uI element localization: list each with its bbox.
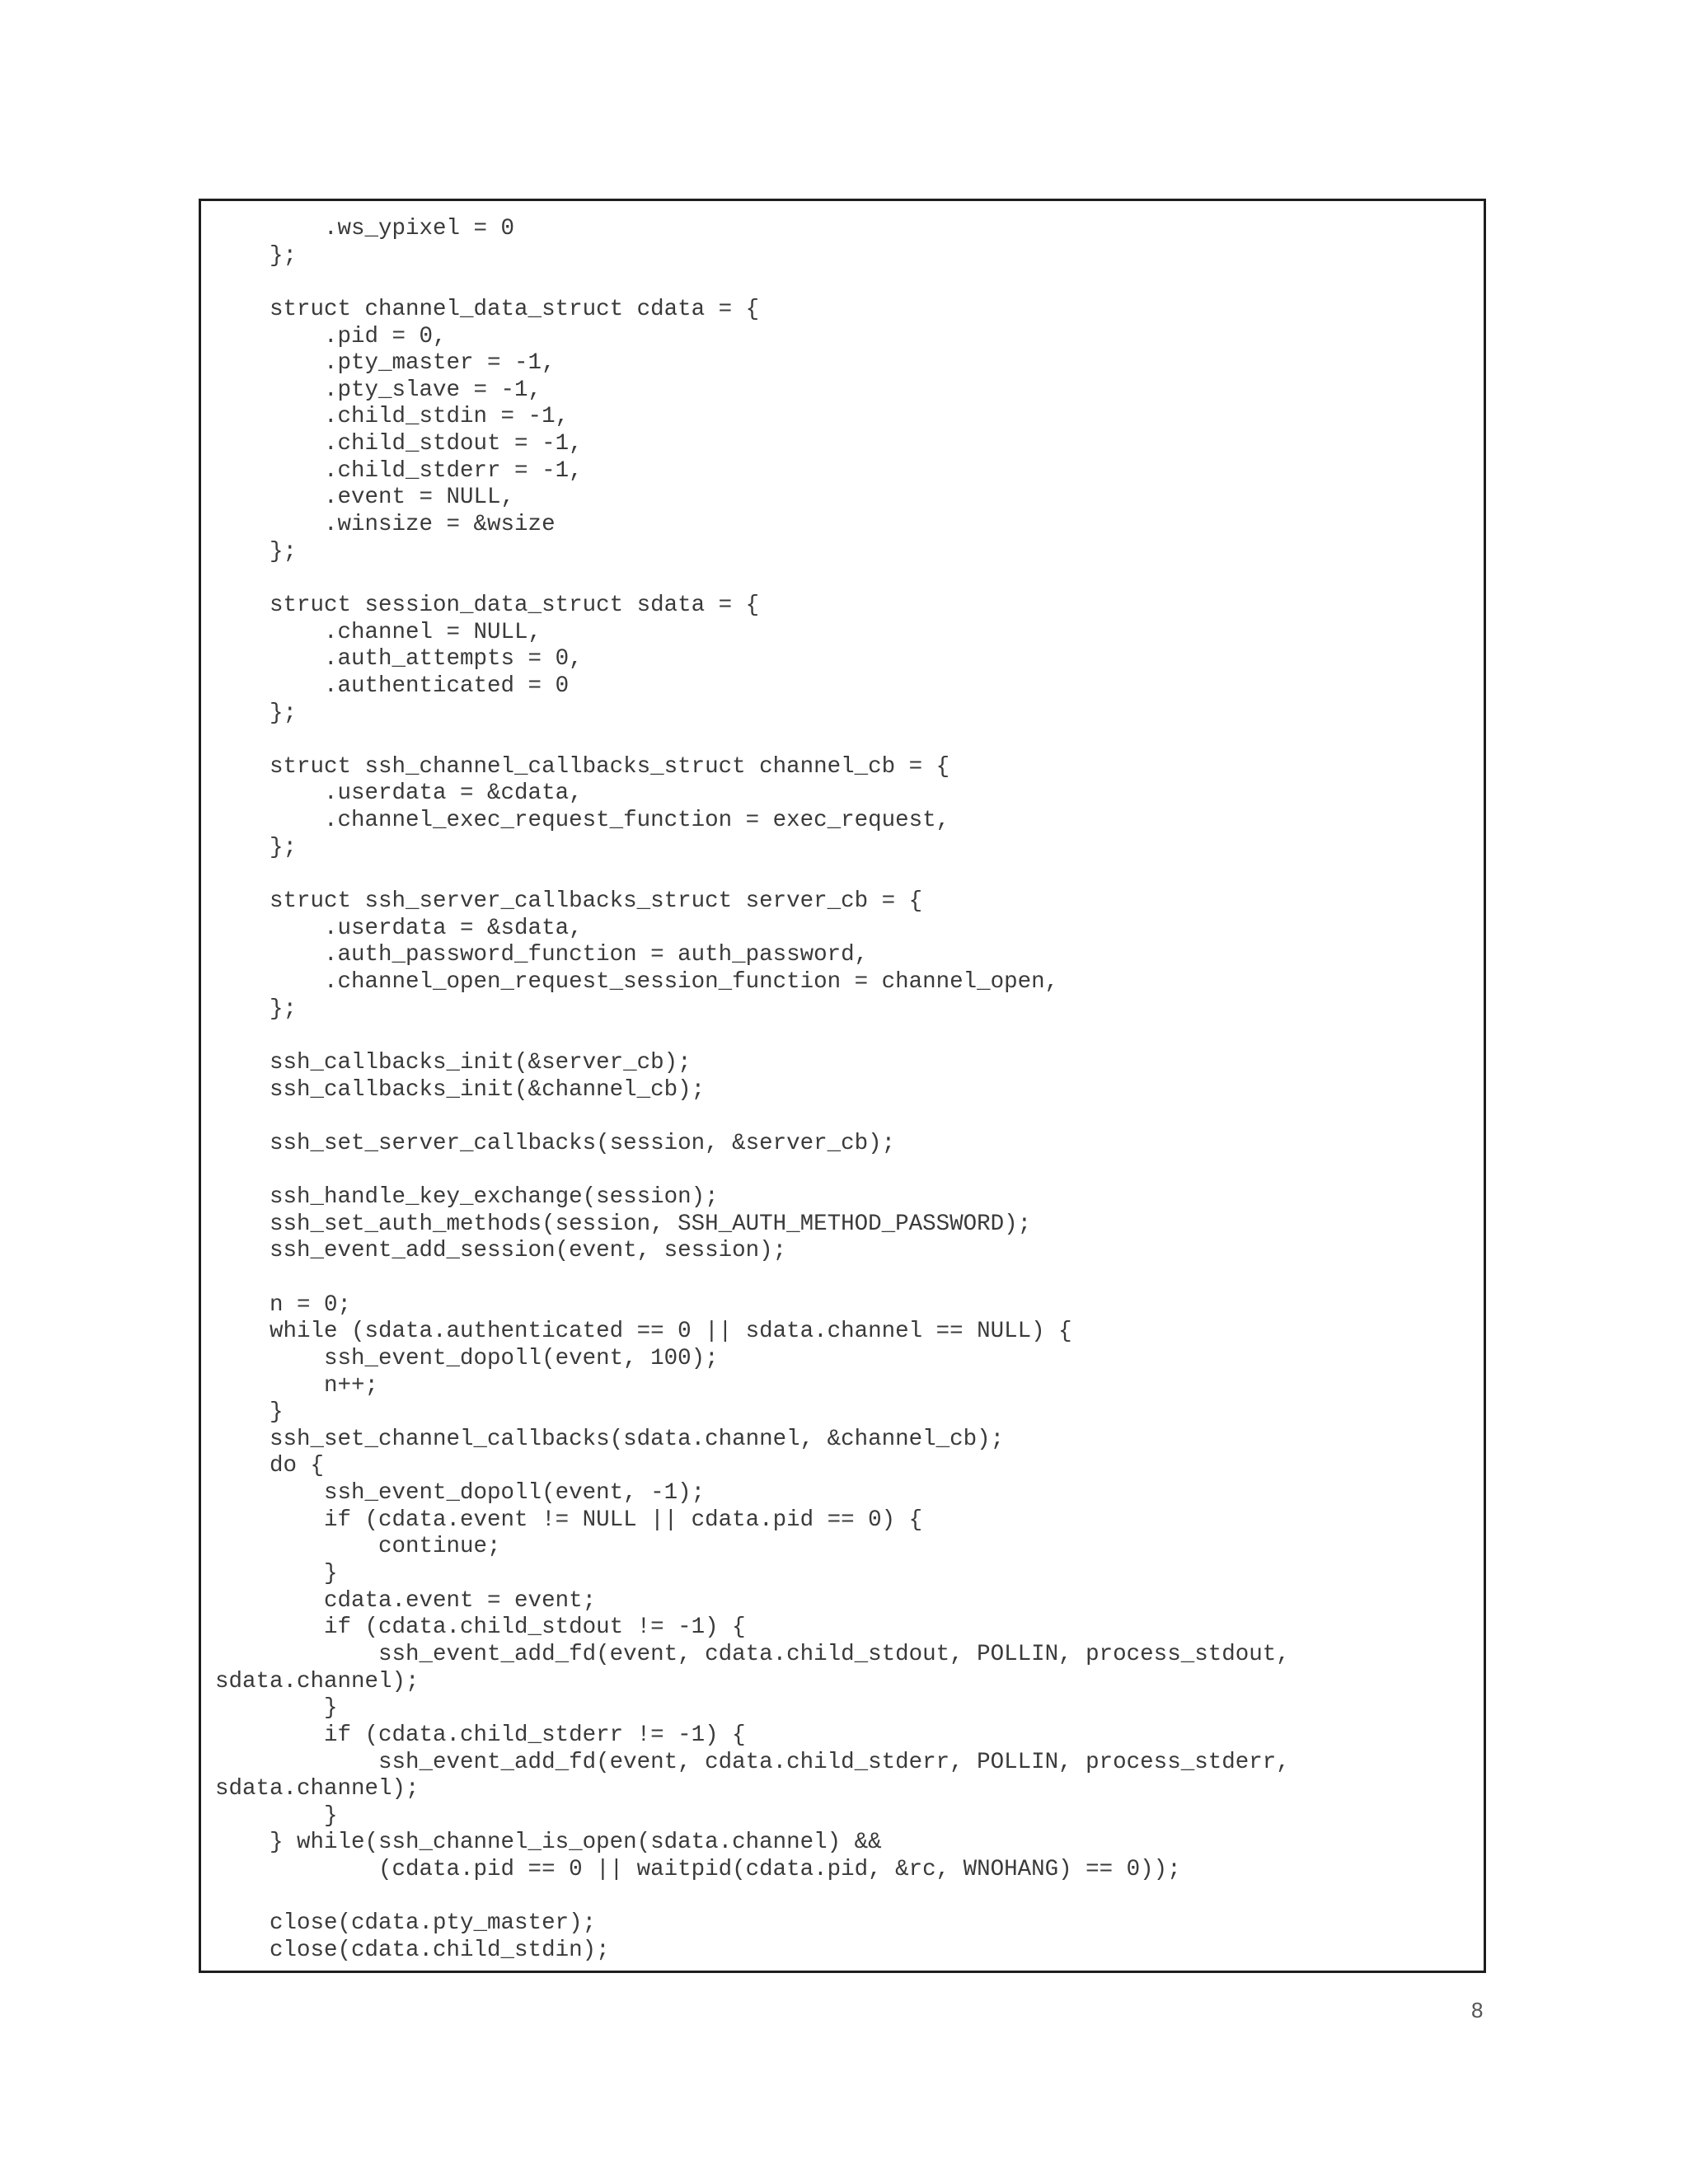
- code-line: };: [215, 242, 298, 269]
- code-line: continue;: [215, 1534, 501, 1560]
- code-line: close(cdata.pty_master);: [215, 1910, 597, 1937]
- code-line: [215, 1023, 1290, 1050]
- code-line: n++;: [215, 1372, 379, 1399]
- code-line: struct channel_data_struct cdata = {: [215, 296, 760, 322]
- code-line: struct session_data_struct sdata = {: [215, 592, 760, 618]
- code-line: };: [215, 996, 298, 1022]
- code-line: .child_stderr = -1,: [215, 457, 583, 484]
- page-number: 8: [1471, 1998, 1484, 2022]
- code-line: [215, 565, 1290, 593]
- code-line: .channel = NULL,: [215, 619, 542, 645]
- code-line: ssh_callbacks_init(&channel_cb);: [215, 1076, 706, 1103]
- code-line: cdata.event = event;: [215, 1587, 597, 1614]
- code-line: do {: [215, 1453, 325, 1479]
- code-line: [215, 1104, 1290, 1131]
- code-line: ssh_event_dopoll(event, -1);: [215, 1480, 706, 1507]
- code-line: while (sdata.authenticated == 0 || sdata.channel == NULL) {: [215, 1319, 1072, 1345]
- code-listing-box: [199, 199, 1486, 1973]
- code-line: .channel_exec_request_function = exec_request,: [215, 808, 950, 834]
- code-line: ssh_set_auth_methods(session, SSH_AUTH_METHOD_PASSWORD);: [215, 1211, 1032, 1237]
- code-line: } while(ssh_channel_is_open(sdata.channel) &&: [215, 1830, 882, 1856]
- code-line: ssh_event_add_session(event, session);: [215, 1238, 787, 1264]
- code-line: (cdata.pid == 0 || waitpid(cdata.pid, &rc, WNOHANG) == 0));: [215, 1857, 1181, 1883]
- code-line: if (cdata.event != NULL || cdata.pid == 0) {: [215, 1507, 923, 1533]
- code-line: [215, 727, 1290, 754]
- code-line: .userdata = &sdata,: [215, 915, 583, 941]
- code-line: ssh_event_add_fd(event, cdata.child_stdout, POLLIN, process_stdout,: [215, 1641, 1290, 1667]
- code-line: ssh_set_server_callbacks(session, &server_cb);: [215, 1130, 896, 1156]
- code-line: .child_stdin = -1,: [215, 404, 570, 430]
- code-line: .pid = 0,: [215, 323, 447, 349]
- code-line: .pty_master = -1,: [215, 350, 556, 377]
- code-line: };: [215, 834, 298, 860]
- code-line: sdata.channel);: [215, 1668, 420, 1694]
- code-line: .event = NULL,: [215, 485, 515, 511]
- code-line: .auth_password_function = auth_password,: [215, 942, 869, 968]
- code-line: .channel_open_request_session_function = channel_open,: [215, 968, 1059, 995]
- code-line: [215, 1265, 1290, 1292]
- code-line: }: [215, 1399, 284, 1426]
- code-line: close(cdata.child_stdin);: [215, 1938, 610, 1963]
- code-line: ssh_event_add_fd(event, cdata.child_stderr, POLLIN, process_stderr,: [215, 1749, 1290, 1775]
- code-line: [215, 1884, 1290, 1911]
- code-line: .userdata = &cdata,: [215, 780, 583, 807]
- code-line: .ws_ypixel = 0: [215, 216, 515, 241]
- code-line: }: [215, 1802, 338, 1829]
- code-line: sdata.channel);: [215, 1776, 420, 1802]
- code-line: .auth_attempts = 0,: [215, 646, 583, 673]
- code-line: ssh_event_dopoll(event, 100);: [215, 1345, 719, 1371]
- code-line: if (cdata.child_stdout != -1) {: [215, 1615, 746, 1641]
- code-line: }: [215, 1695, 338, 1722]
- code-line: .pty_slave = -1,: [215, 377, 542, 403]
- code-line: [215, 269, 1290, 297]
- code-line: [215, 861, 1290, 888]
- code-line: .winsize = &wsize: [215, 512, 556, 538]
- code-line: .authenticated = 0: [215, 673, 570, 699]
- code-line: ssh_handle_key_exchange(session);: [215, 1184, 719, 1211]
- code-line: [215, 1157, 1290, 1184]
- code-line: if (cdata.child_stderr != -1) {: [215, 1722, 746, 1748]
- code-line: struct ssh_channel_callbacks_struct channel_cb = {: [215, 753, 950, 780]
- code-line: ssh_set_channel_callbacks(sdata.channel, &channel_cb);: [215, 1426, 1005, 1452]
- code-line: };: [215, 538, 298, 565]
- code-line: struct ssh_server_callbacks_struct server_cb = {: [215, 888, 923, 915]
- code-line: ssh_callbacks_init(&server_cb);: [215, 1049, 692, 1076]
- code-listing: [215, 216, 1290, 1965]
- code-line: .child_stdout = -1,: [215, 431, 583, 457]
- code-line: }: [215, 1561, 338, 1587]
- code-line: };: [215, 700, 298, 726]
- code-line: n = 0;: [215, 1291, 352, 1318]
